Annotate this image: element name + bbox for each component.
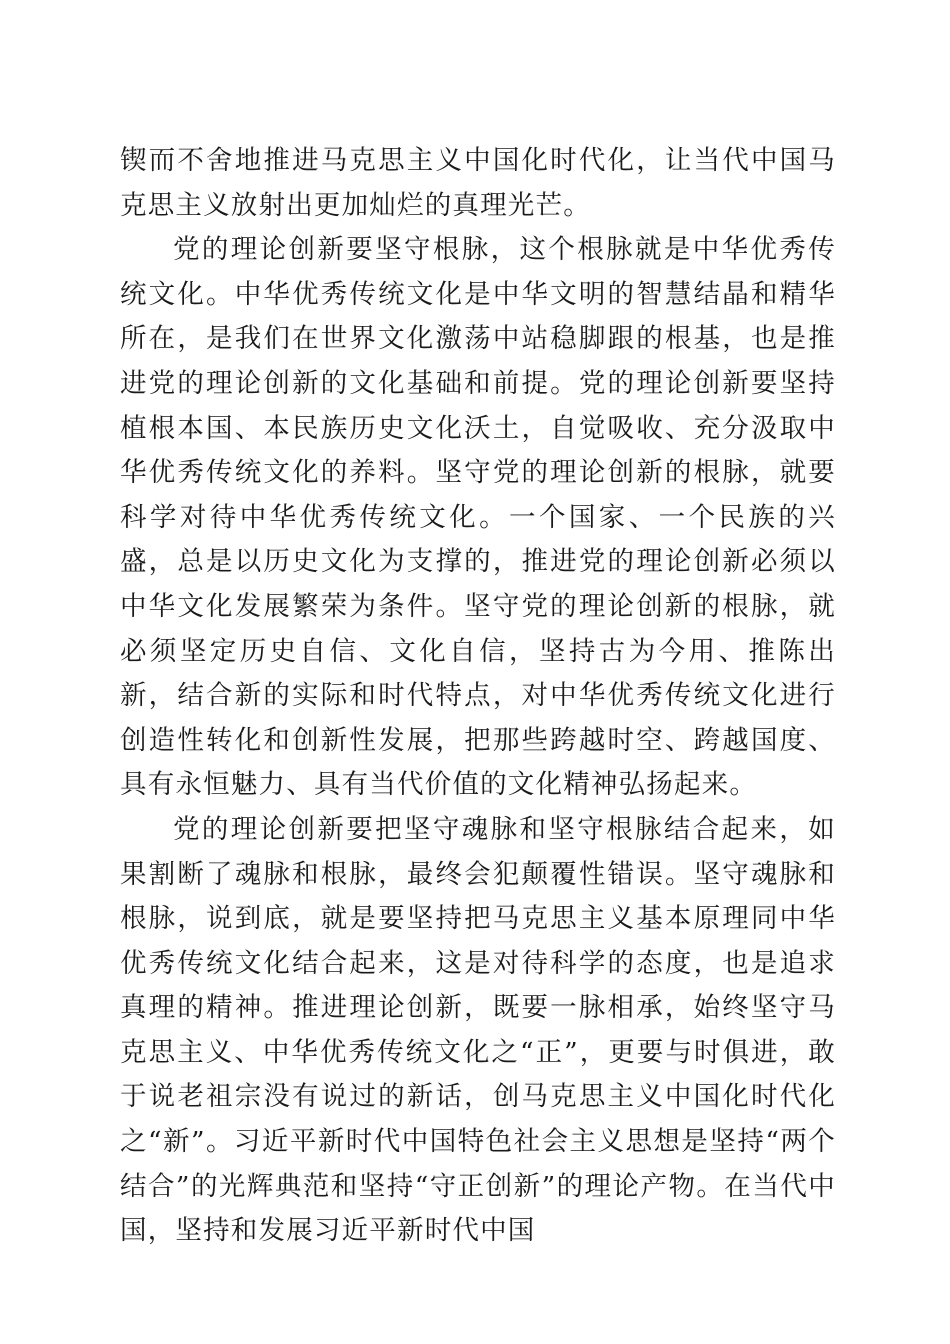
paragraph-cultural-roots: 党的理论创新要坚守根脉，这个根脉就是中华优秀传统文化。中华优秀传统文化是中华文明的智慧结晶和精华所在，是我们在世界文化激荡中站稳脚跟的根基，也是推进党的理论创新的文化基础和前提。党的理论创新要坚持植根本国、本民族历史文化沃土，自觉吸收、充分汲取中华优秀传统文化的养料。坚守党的理论创新的根脉，就要科学对待中华优秀传统文化。一个国家、一个民族的兴盛，总是以历史文化为支撑的，推进党的理论创新必须以中华文化发展繁荣为条件。坚守党的理论创新的根脉，就必须坚定历史自信、文化自信，坚持古为今用、推陈出新，结合新的实际和时代特点，对中华优秀传统文化进行创造性转化和创新性发展，把那些跨越时空、跨越国度、具有永恒魅力、具有当代价值的文化精神弘扬起来。 (120, 234, 836, 801)
paragraph-continuation: 锲而不舍地推进马克思主义中国化时代化，让当代中国马克思主义放射出更加灿烂的真理光芒。 (120, 145, 836, 221)
paragraph-soul-and-roots: 党的理论创新要把坚守魂脉和坚守根脉结合起来，如果割断了魂脉和根脉，最终会犯颠覆性错误。坚守魂脉和根脉，说到底，就是要坚持把马克思主义基本原理同中华优秀传统文化结合起来，这是对待科学的态度，也是追求真理的精神。推进理论创新，既要一脉相承，始终坚守马克思主义、中华优秀传统文化之“正”，更要与时俱进，敢于说老祖宗没有说过的新话，创马克思主义中国化时代化之“新”。习近平新时代中国特色社会主义思想是坚持“两个结合”的光辉典范和坚持“守正创新”的理论产物。在当代中国，坚持和发展习近平新时代中国 (120, 813, 836, 1247)
document-body (120, 139, 836, 1254)
